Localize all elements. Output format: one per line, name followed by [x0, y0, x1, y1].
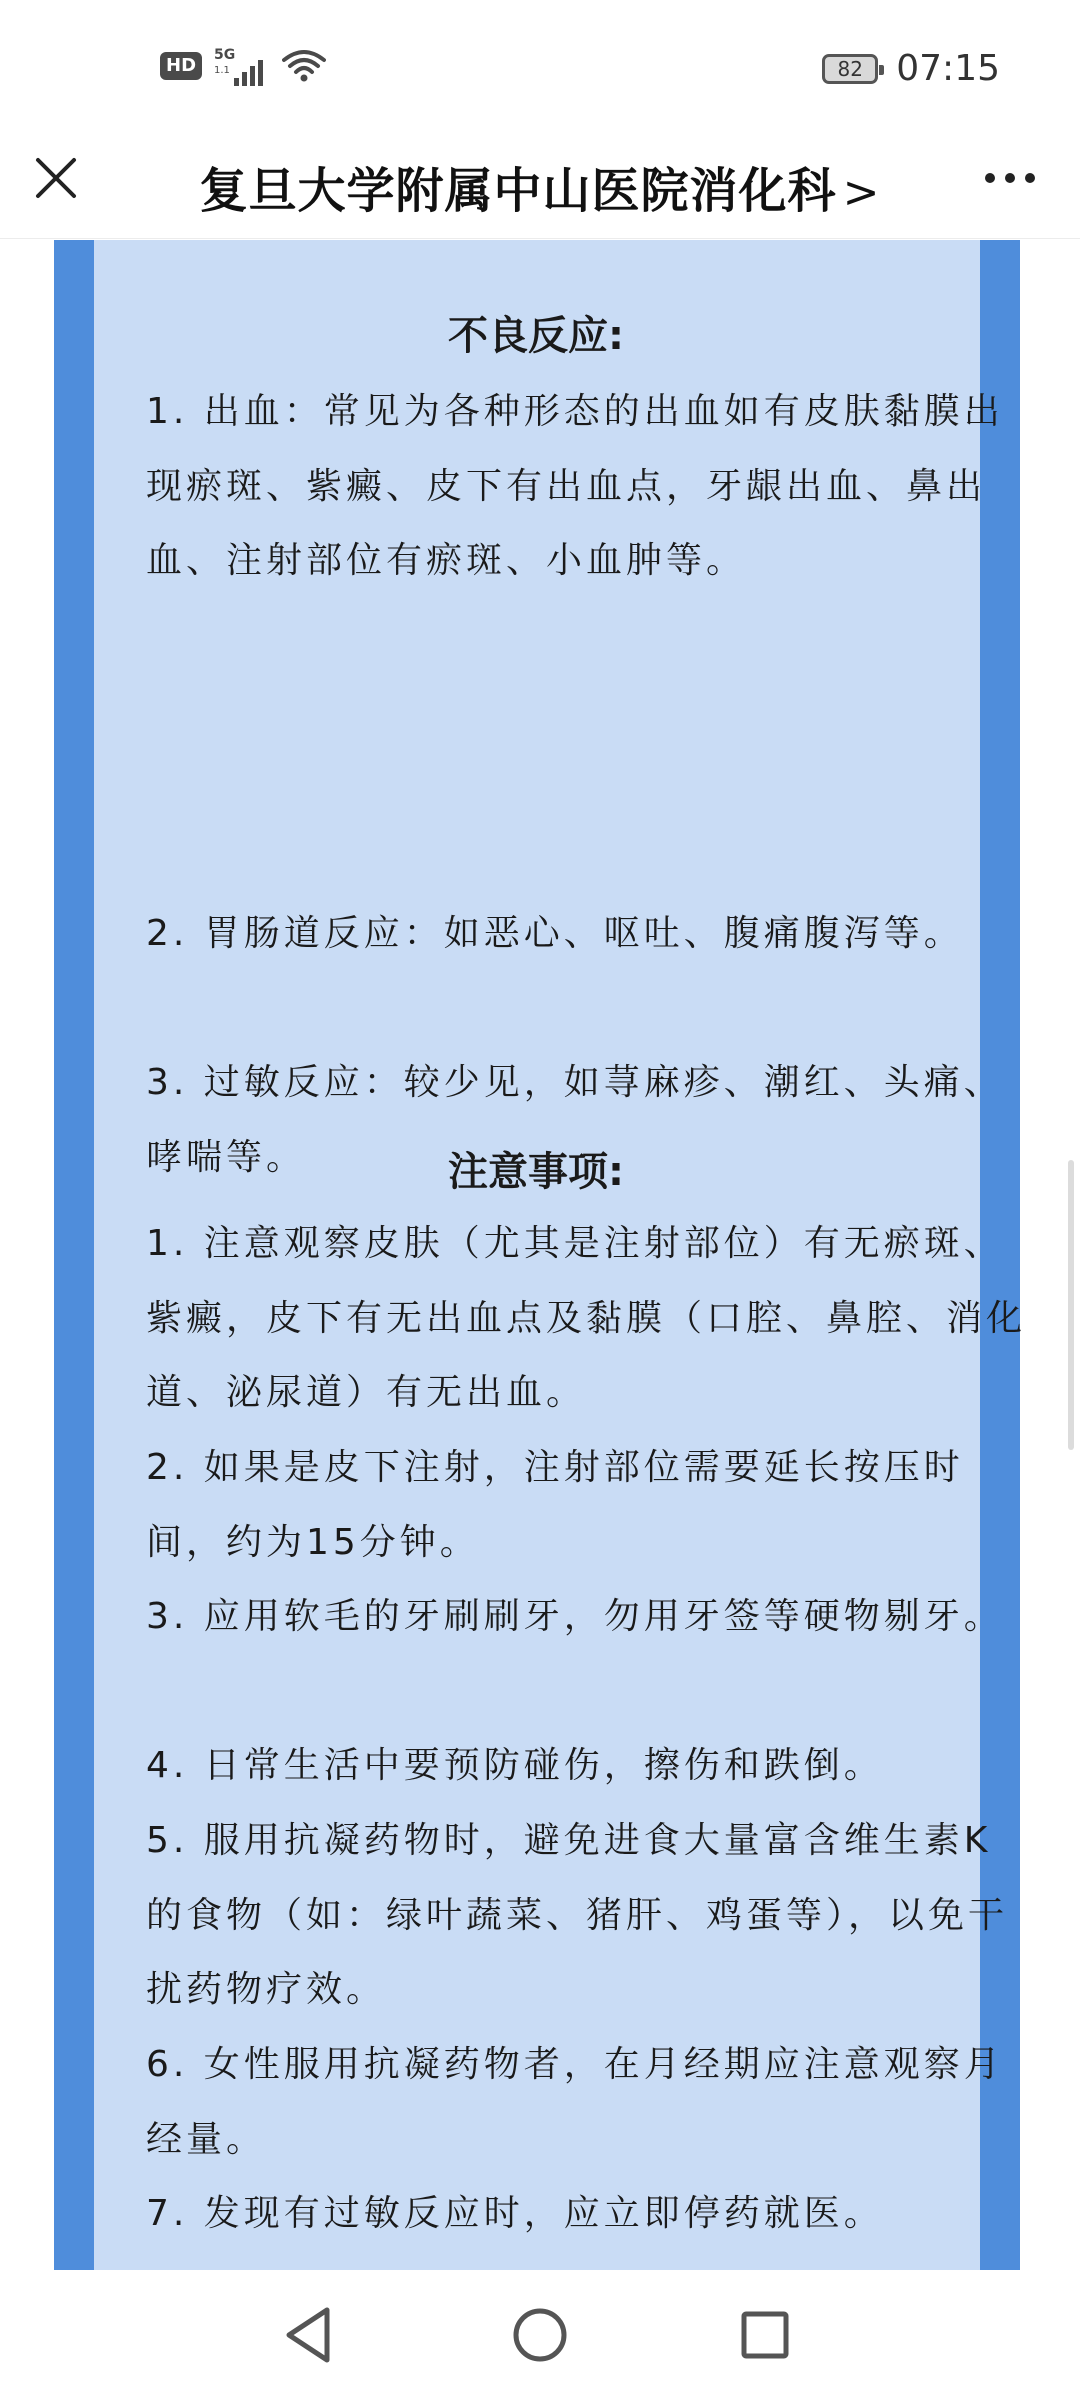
wifi-icon [282, 48, 326, 84]
adverse-item-2: 2. 胃肠道反应：如恶心、呕吐、腹痛腹泻等。 [146, 913, 964, 954]
status-right [822, 48, 1000, 89]
cellular-signal-icon [214, 46, 270, 86]
home-circle-icon[interactable] [505, 2300, 575, 2370]
status-left [160, 46, 326, 86]
more-icon[interactable] [980, 158, 1040, 198]
precautions-heading: 注意事项: [448, 1149, 624, 1195]
chevron-right-icon: > [842, 167, 881, 218]
page-title-text: 复旦大学附属中山医院消化科 [199, 163, 837, 219]
precaution-item-5: 5. 服用抗凝药物时，避免进食大量富含维生素K的食物（如：绿叶蔬菜、猪肝、鸡蛋等），以免干扰药物疗效。 [146, 1820, 1009, 2010]
battery-icon [822, 54, 878, 84]
title-bar [0, 130, 1080, 239]
info-panel [54, 240, 1027, 2270]
clock: 07:15 [896, 48, 1000, 89]
precaution-item-2: 2. 如果是皮下注射，注射部位需要延长按压时间，约为15分钟。 [146, 1447, 964, 1563]
battery-level: 82 [837, 56, 863, 81]
page-title[interactable] [0, 152, 1080, 221]
precaution-item-1: 1. 注意观察皮肤（尤其是注射部位）有无瘀斑、紫癜，皮下有无出血点及黏膜（口腔、鼻腔、消化道、泌尿道）有无出血。 [146, 1223, 1027, 1413]
hd-badge: HD [160, 52, 202, 80]
adverse-item-3: 3. 过敏反应：较少见，如荨麻疹、潮红、头痛、哮喘等。 [146, 1062, 1004, 1178]
precaution-item-3: 3. 应用软毛的牙刷刷牙，勿用牙签等硬物剔牙。 [146, 1596, 1004, 1637]
status-bar [0, 0, 1080, 130]
precaution-item-4: 4. 日常生活中要预防碰伤，擦伤和跌倒。 [146, 1745, 884, 1786]
info-panel-inner [94, 240, 1027, 2270]
network-type: 5G [214, 47, 236, 63]
precaution-item-7: 7. 发现有过敏反应时，应立即停药就医。 [146, 2193, 884, 2234]
network-sub: 1.1 [214, 65, 230, 76]
scrollbar[interactable] [1068, 1160, 1074, 1450]
precaution-item-6: 6. 女性服用抗凝药物者，在月经期应注意观察月经量。 [146, 2044, 1004, 2160]
recents-square-icon[interactable] [730, 2300, 800, 2370]
adverse-item-1: 1. 出血：常见为各种形态的出血如有皮肤黏膜出现瘀斑、紫癜、皮下有出血点，牙龈出血、鼻出血、注射部位有瘀斑、小血肿等。 [146, 391, 1004, 581]
back-triangle-icon[interactable] [275, 2300, 345, 2370]
article-content[interactable] [0, 240, 1080, 2270]
system-nav-bar [0, 2270, 1080, 2400]
adverse-heading: 不良反应: [448, 313, 624, 359]
